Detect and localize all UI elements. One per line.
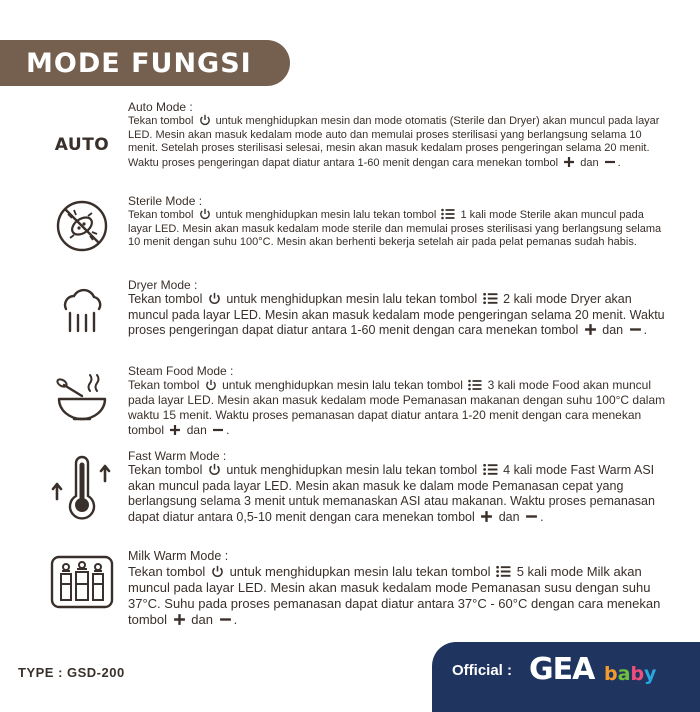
mode-milk-warm-text bbox=[128, 549, 668, 628]
minus-icon bbox=[604, 156, 616, 168]
mode-description: Tekan tombol untuk menghidupkan mesin dan mode otomatis (Sterile dan Dryer) akan muncul pada layar LED. Mesin akan masuk kedalam mode auto dan memulai proses sterilisasi yang berlangsung selama 10 menit. Setelah proses sterilisasi selesai, mesin akan masuk kedalam proses pengeringan selama 20 menit. Waktu proses pengeringan dapat diatur antara 1-60 menit dengan cara menekan tombol dan . bbox=[128, 115, 660, 169]
brand-logo-baby: baby bbox=[604, 663, 657, 685]
mode-title: Milk Warm Mode : bbox=[128, 549, 229, 563]
menu-icon bbox=[483, 292, 498, 305]
fast-warm-icon bbox=[42, 453, 122, 523]
mode-description: Tekan tombol untuk menghidupkan mesin lalu tekan tombol 3 kali mode Food akan muncul pada layar LED. Mesin akan masuk kedalam mode Pemanasan makanan dengan suhu 100°C dalam waktu 15 menit. Waktu proses pemanasan dapat diatur antara 1-20 menit dengan cara menekan tombol dan . bbox=[128, 378, 666, 437]
mode-steam-food-text bbox=[128, 364, 668, 438]
mode-description: Tekan tombol untuk menghidupkan mesin lalu tekan tombol 1 kali mode Sterile akan muncul pada layar LED. Mesin akan masuk kedalam mode sterile dan memulai proses sterilisasi yang berlangsung selama 10 menit dengan suhu 100°C. Mesin akan berhenti bekerja setelah air pada pelat pemanas sudah habis. bbox=[128, 209, 662, 248]
menu-icon bbox=[468, 379, 482, 391]
menu-icon bbox=[483, 463, 498, 476]
dryer-icon bbox=[42, 276, 122, 346]
product-type-label: TYPE : GSD-200 bbox=[18, 665, 125, 680]
mode-description: Tekan tombol untuk menghidupkan mesin lalu tekan tombol 4 kali mode Fast Warm ASI akan muncul pada layar LED. Mesin akan masuk ke dalam mode Pemanasan cepat yang berlangsung selama 3 menit untuk memanaskan ASI atau makanan. Waktu proses pemanasan dapat diatur antara 0,5-10 menit dengan cara menekan tombol dan . bbox=[128, 463, 655, 524]
plus-icon bbox=[563, 156, 575, 168]
mode-title: Steam Food Mode : bbox=[128, 364, 234, 378]
official-label: Official : bbox=[452, 662, 513, 679]
power-icon bbox=[208, 463, 221, 476]
page-title: MODE FUNGSI bbox=[26, 47, 252, 79]
mode-description: Tekan tombol untuk menghidupkan mesin lalu tekan tombol 2 kali mode Dryer akan muncul pada layar LED. Mesin akan masuk kedalam mode pengeringan selama 20 menit. Waktu proses pengeringan dapat diatur antara 1-60 menit dengan cara menekan tombol dan . bbox=[128, 292, 665, 337]
plus-icon bbox=[173, 613, 186, 626]
mode-title: Fast Warm Mode : bbox=[128, 449, 227, 463]
plus-icon bbox=[584, 323, 597, 336]
menu-icon bbox=[496, 565, 511, 578]
mode-sterile-text bbox=[128, 194, 668, 250]
minus-icon bbox=[629, 323, 642, 336]
power-icon bbox=[199, 208, 211, 220]
plus-icon bbox=[169, 424, 181, 436]
minus-icon bbox=[525, 510, 538, 523]
milk-warm-icon bbox=[42, 547, 122, 617]
mode-description: Tekan tombol untuk menghidupkan mesin lalu tekan tombol 5 kali mode Milk akan muncul pada layar LED. Mesin akan masuk kedalam mode Pemanasan susu dengan suhu 37°C. Suhu pada proses pemanasan dapat diatur antara 37°C - 60°C dengan cara menekan tombol dan . bbox=[128, 564, 661, 627]
power-icon bbox=[208, 292, 221, 305]
mode-title: Dryer Mode : bbox=[128, 278, 198, 292]
mode-title: Auto Mode : bbox=[128, 100, 193, 114]
power-icon bbox=[211, 565, 224, 578]
auto-icon-label: AUTO bbox=[54, 135, 110, 155]
minus-icon bbox=[212, 424, 224, 436]
mode-dryer-text bbox=[128, 278, 668, 339]
steam-food-icon bbox=[42, 362, 122, 432]
mode-fast-warm-text bbox=[128, 449, 668, 525]
auto-icon bbox=[42, 110, 122, 180]
minus-icon bbox=[219, 613, 232, 626]
power-icon bbox=[205, 379, 217, 391]
brand-logo-gea: GEA bbox=[529, 652, 595, 687]
sterile-icon bbox=[42, 191, 122, 261]
mode-auto-text bbox=[128, 100, 668, 170]
header-banner bbox=[0, 40, 290, 86]
plus-icon bbox=[480, 510, 493, 523]
mode-title: Sterile Mode : bbox=[128, 194, 203, 208]
power-icon bbox=[199, 114, 211, 126]
menu-icon bbox=[441, 208, 455, 220]
